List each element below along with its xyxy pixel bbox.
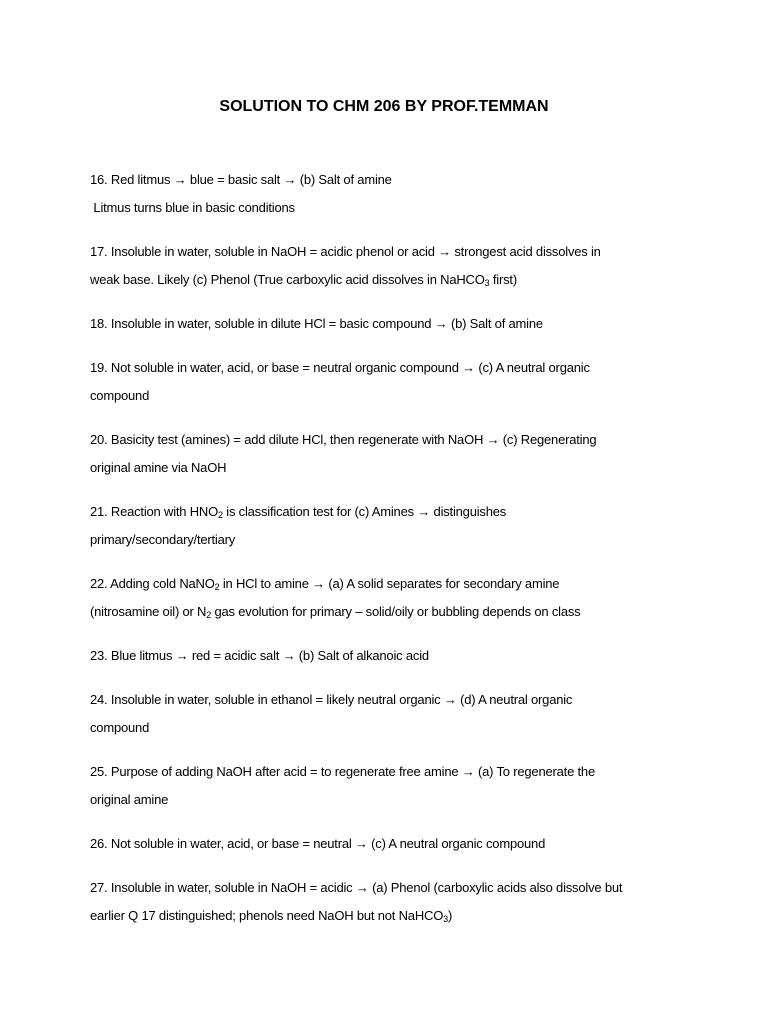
page-title: SOLUTION TO CHM 206 BY PROF.TEMMAN [219,98,549,115]
answer-line: Litmus turns blue in basic conditions [90,200,295,215]
answer-18 [90,310,760,338]
answer-text: first) [489,272,517,287]
answer-22 [90,570,760,626]
subscript: 2 [214,582,220,592]
subscript: 3 [484,278,490,288]
answer-26 [90,830,760,858]
answer-line: 20. Basicity test (amines) = add dilute HCl, then regenerate with NaOH → (c) Regenerating [90,432,597,447]
answer-25 [90,758,760,814]
answer-text: is classification test for (c) Amines → distinguishes [222,504,507,519]
answer-24 [90,686,760,742]
answer-text: weak base. Likely (c) Phenol (True carboxylic acid dissolves in NaHCO [90,272,485,287]
answer-23 [90,642,760,670]
answer-line: compound [90,720,150,735]
answer-20 [90,426,760,482]
answer-text: earlier Q 17 distinguished; phenols need NaOH but not NaHCO [90,908,444,923]
answer-27 [90,874,760,930]
answer-line: 16. Red litmus → blue = basic salt → (b) Salt of amine [90,172,392,187]
answer-text: 21. Reaction with HNO [90,504,219,519]
answer-line: original amine [90,792,169,807]
answer-line: 19. Not soluble in water, acid, or base = neutral organic compound → (c) A neutral organic [90,360,590,375]
subscript: 3 [443,914,448,924]
answer-line: 18. Insoluble in water, soluble in dilute HCl = basic compound → (b) Salt of amine [90,316,543,331]
answer-line [90,498,760,526]
answer-line [90,902,760,930]
answer-list [90,166,760,946]
answer-line [90,598,760,626]
answer-line: compound [90,388,150,403]
answer-line: 26. Not soluble in water, acid, or base = neutral → (c) A neutral organic compound [90,836,546,851]
answer-line: original amine via NaOH [90,460,227,475]
answer-line: 24. Insoluble in water, soluble in ethanol = likely neutral organic → (d) A neutral organic [90,692,573,707]
answer-line [90,266,760,294]
answer-19 [90,354,760,410]
answer-line: 17. Insoluble in water, soluble in NaOH = acidic phenol or acid → strongest acid dissolves in [90,244,601,259]
answer-text: 22. Adding cold NaNO [90,576,215,591]
answer-line: 25. Purpose of adding NaOH after acid = to regenerate free amine → (a) To regenerate the [90,764,595,779]
subscript: 2 [218,510,223,520]
answer-text: in HCl to amine → (a) A solid separates for secondary amine [219,576,560,591]
answer-line [90,570,760,598]
answer-17 [90,238,760,294]
answer-21 [90,498,760,554]
answer-text: gas evolution for primary – solid/oily or bubbling depends on class [211,604,581,619]
answer-text: (nitrosamine oil) or N [90,604,207,619]
answer-line: 27. Insoluble in water, soluble in NaOH = acidic → (a) Phenol (carboxylic acids also dissolve but [90,880,623,895]
answer-line: 23. Blue litmus → red = acidic salt → (b) Salt of alkanoic acid [90,648,429,663]
answer-text: ) [447,908,453,923]
subscript: 2 [206,610,212,620]
answer-16 [90,166,760,222]
answer-line: primary/secondary/tertiary [90,532,236,547]
